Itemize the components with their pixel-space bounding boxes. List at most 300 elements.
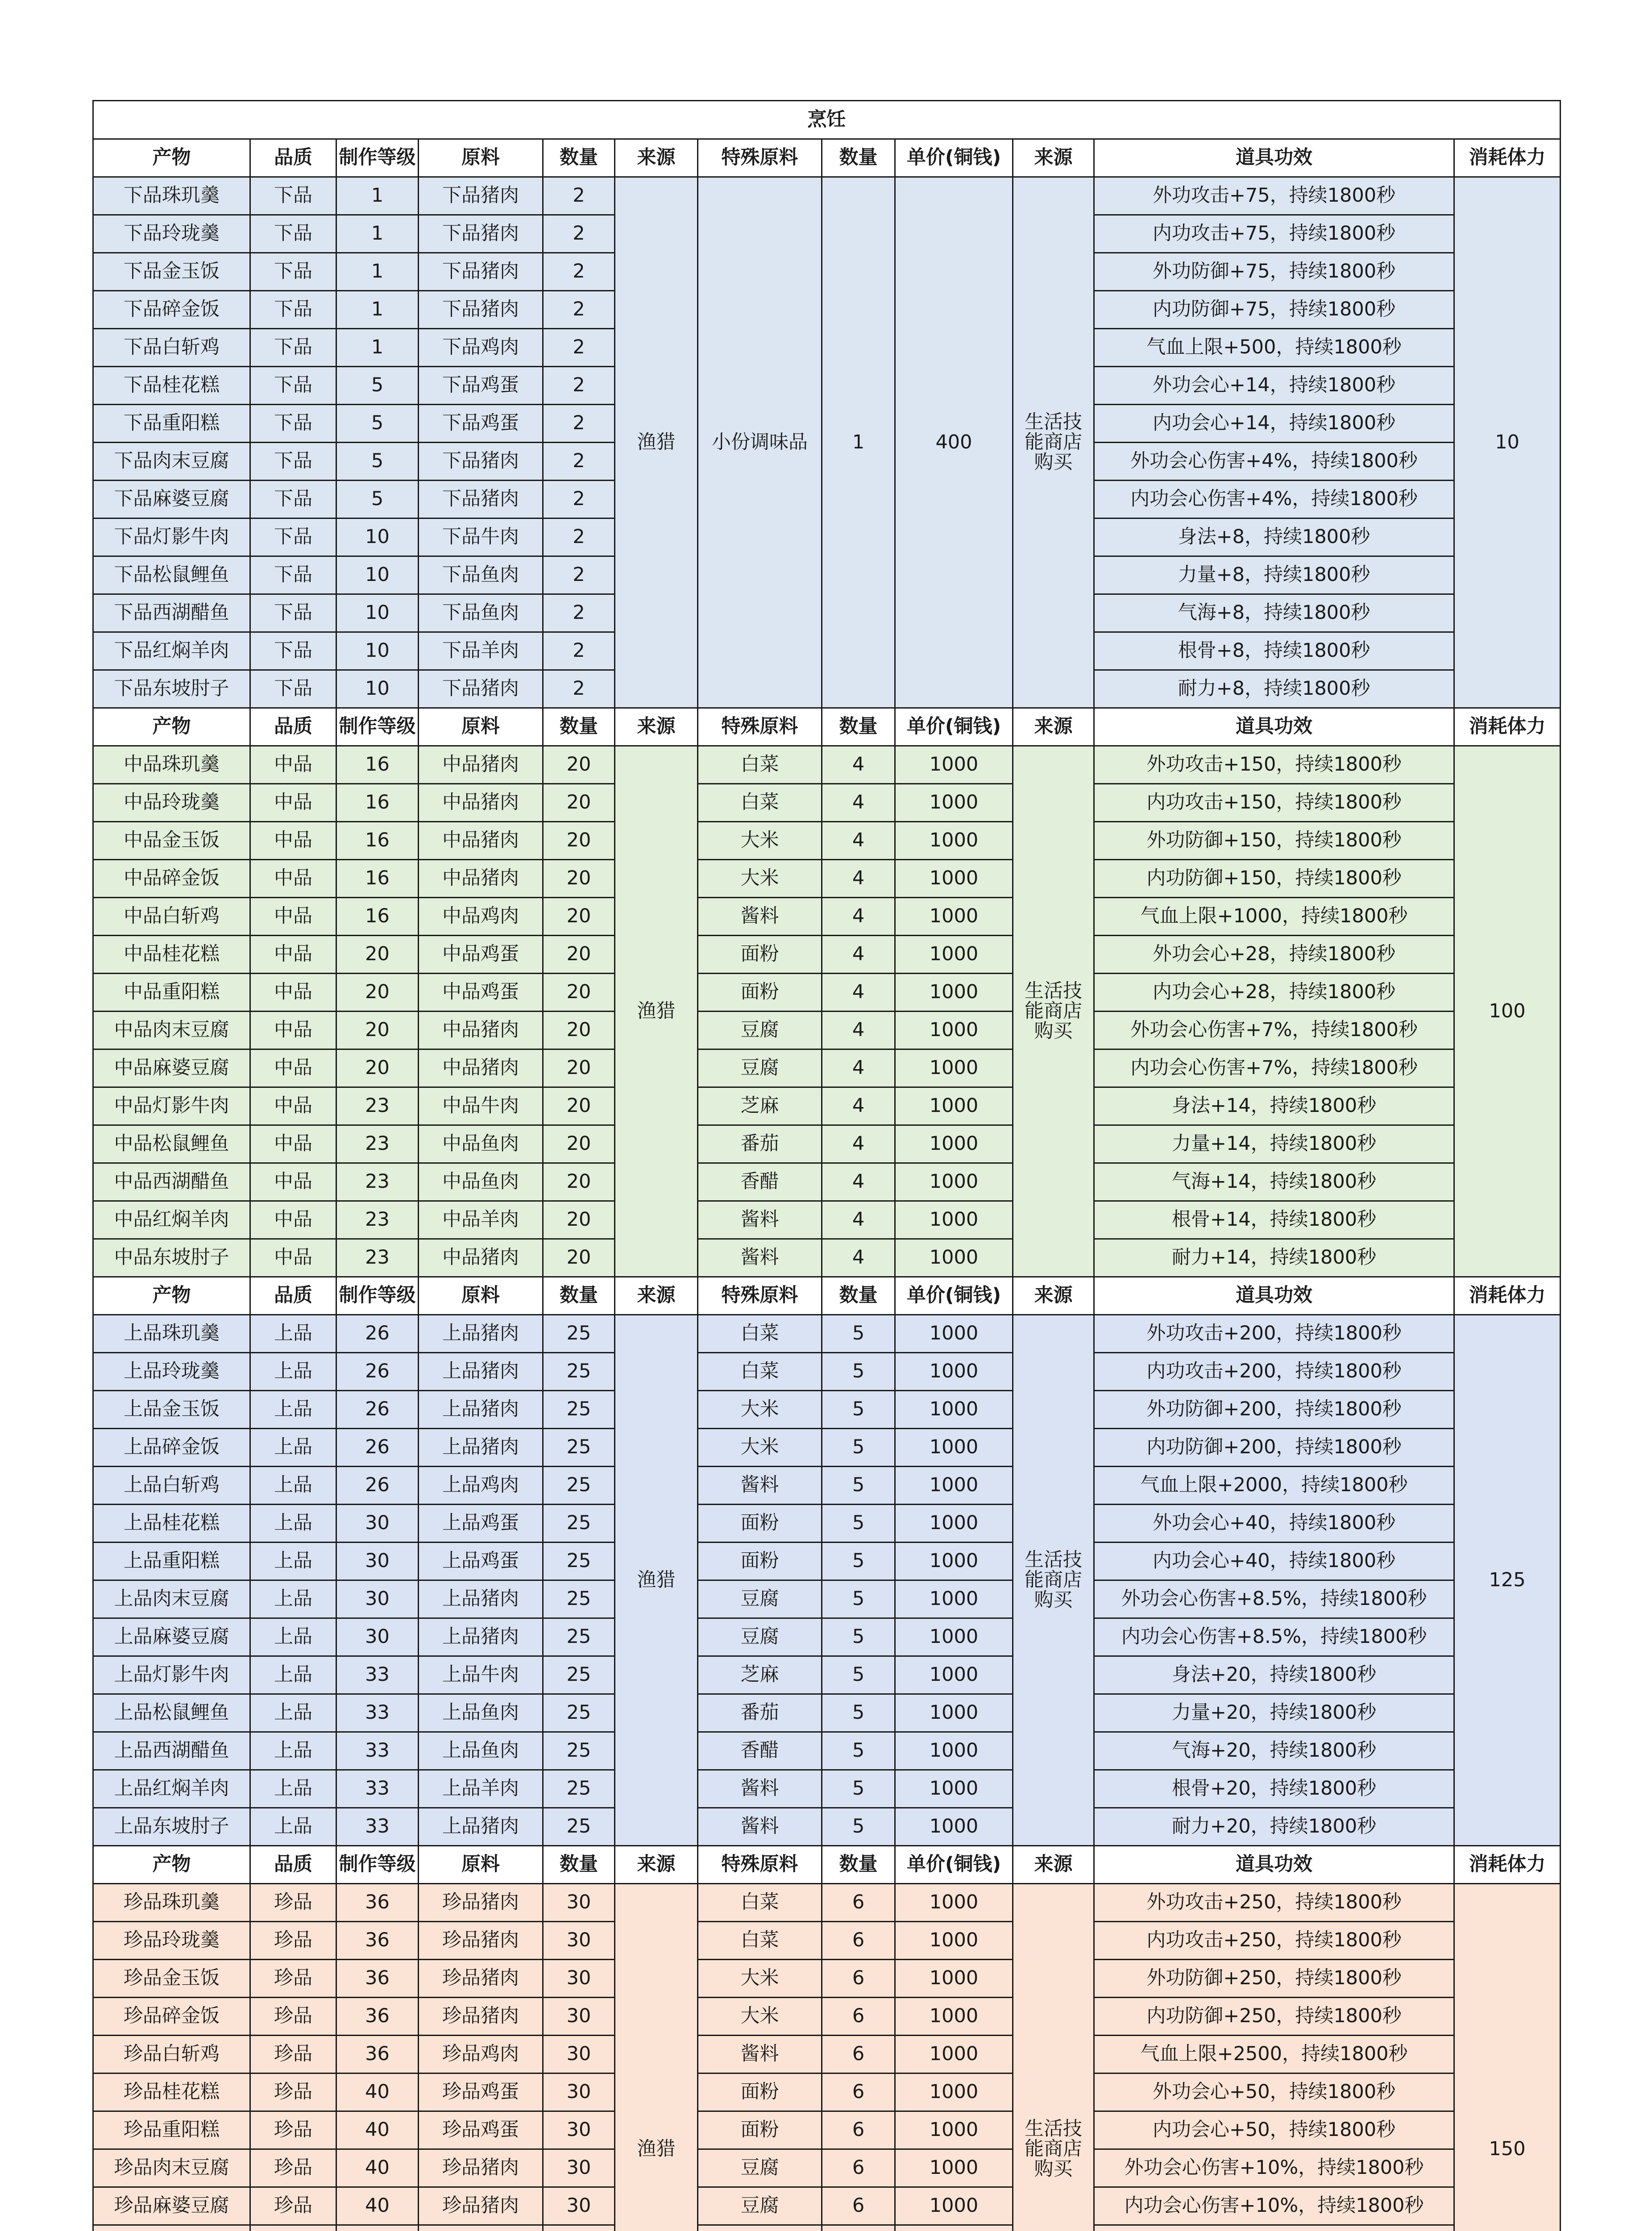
table-row xyxy=(93,898,1561,936)
cell-product: 上品玲珑羹 xyxy=(93,1353,250,1391)
cell-stamina: 150 xyxy=(1454,1884,1561,2231)
cell-special-qty: 4 xyxy=(822,822,895,860)
cell-ingredient-qty: 30 xyxy=(543,1922,615,1960)
cell-ingredient-qty: 25 xyxy=(543,1656,615,1694)
cell-ingredient: 中品猪肉 xyxy=(419,860,543,898)
cell-quality: 珍品 xyxy=(250,2036,336,2073)
cell-special-qty: 4 xyxy=(822,860,895,898)
cell-ingredient-qty: 25 xyxy=(543,1580,615,1618)
title-row xyxy=(93,101,1561,139)
cell-ingredient-qty: 20 xyxy=(543,1239,615,1277)
cell-product: 中品肉末豆腐 xyxy=(93,1012,250,1049)
cell-ingredient-qty: 25 xyxy=(543,1808,615,1846)
cell-special-ingredient: 番茄 xyxy=(698,1125,822,1163)
cell-special-qty: 5 xyxy=(822,1315,895,1353)
header-quality: 品质 xyxy=(250,139,336,177)
cell-ingredient-qty: 30 xyxy=(543,2187,615,2225)
cell-quality: 下品 xyxy=(250,518,336,556)
cell-special-qty: 5 xyxy=(822,1353,895,1391)
cell-ingredient-qty: 2 xyxy=(543,367,615,405)
cell-ingredient-qty: 30 xyxy=(543,2073,615,2111)
table-title: 烹饪 xyxy=(93,101,1561,139)
cell-special-source: 生活技能商店购买 xyxy=(1013,177,1094,708)
cell-product: 珍品麻婆豆腐 xyxy=(93,2187,250,2225)
cell-ingredient: 下品鸡蛋 xyxy=(419,367,543,405)
cell-special-qty: 5 xyxy=(822,1808,895,1846)
cell-quality: 下品 xyxy=(250,177,336,215)
cell-effect: 内功攻击+250，持续1800秒 xyxy=(1094,1922,1454,1960)
cell-special-qty: 4 xyxy=(822,1125,895,1163)
cell-special-ingredient: 豆腐 xyxy=(698,1618,822,1656)
cell-ingredient-qty: 2 xyxy=(543,518,615,556)
header-ingredient: 原料 xyxy=(419,139,543,177)
cell-quality: 中品 xyxy=(250,822,336,860)
cell-effect: 气海+14，持续1800秒 xyxy=(1094,1163,1454,1201)
cell-special-ingredient: 豆腐 xyxy=(698,1580,822,1618)
cell-ingredient: 下品鸡蛋 xyxy=(419,405,543,443)
cell-craft-level: 20 xyxy=(336,974,419,1012)
header-product: 产物 xyxy=(93,1277,250,1315)
cell-special-qty: 6 xyxy=(822,2187,895,2225)
cell-unit-price: 1000 xyxy=(895,1239,1013,1277)
cell-product: 下品珠玑羹 xyxy=(93,177,250,215)
cell-product: 下品肉末豆腐 xyxy=(93,443,250,481)
cell-special-ingredient: 酱料 xyxy=(698,1467,822,1505)
header-quality: 品质 xyxy=(250,708,336,746)
cell-quality: 中品 xyxy=(250,936,336,974)
cell-product: 上品重阳糕 xyxy=(93,1543,250,1580)
cell-product: 中品东坡肘子 xyxy=(93,1239,250,1277)
header-special-ingredient: 特殊原料 xyxy=(698,139,822,177)
header-special-ingredient: 特殊原料 xyxy=(698,1277,822,1315)
header-special-ingredient: 特殊原料 xyxy=(698,708,822,746)
cell-special-ingredient: 酱料 xyxy=(698,2036,822,2073)
cell-quality: 珍品 xyxy=(250,2111,336,2149)
cell-special-ingredient: 面粉 xyxy=(698,1543,822,1580)
table-row xyxy=(93,2111,1561,2149)
cell-effect: 内功防御+250，持续1800秒 xyxy=(1094,1998,1454,2036)
table-row xyxy=(93,1770,1561,1808)
cell-quality: 下品 xyxy=(250,215,336,253)
table-row xyxy=(93,2036,1561,2073)
cell-ingredient: 上品猪肉 xyxy=(419,1353,543,1391)
cell-craft-level: 36 xyxy=(336,1998,419,2036)
cell-ingredient: 珍品猪肉 xyxy=(419,1884,543,1922)
cell-craft-level: 16 xyxy=(336,746,419,784)
cell-special-ingredient: 大米 xyxy=(698,1429,822,1467)
cell-ingredient-qty: 25 xyxy=(543,1505,615,1543)
cell-unit-price: 1000 xyxy=(895,974,1013,1012)
cell-product: 上品金玉饭 xyxy=(93,1391,250,1429)
cell-product: 上品红焖羊肉 xyxy=(93,1770,250,1808)
cell-craft-level: 23 xyxy=(336,1201,419,1239)
cell-special-ingredient: 芝麻 xyxy=(698,1656,822,1694)
header-ingredient-source: 来源 xyxy=(615,1277,698,1315)
header-ingredient-qty: 数量 xyxy=(543,708,615,746)
cell-ingredient-qty: 20 xyxy=(543,1201,615,1239)
header-special-source: 来源 xyxy=(1013,1846,1094,1884)
cell-craft-level: 26 xyxy=(336,1429,419,1467)
cell-effect: 外功会心+14，持续1800秒 xyxy=(1094,367,1454,405)
cell-special-qty: 4 xyxy=(822,898,895,936)
header-ingredient-qty: 数量 xyxy=(543,139,615,177)
cell-effect: 气血上限+1000，持续1800秒 xyxy=(1094,898,1454,936)
cell-craft-level: 36 xyxy=(336,1960,419,1998)
cell-ingredient-qty: 25 xyxy=(543,1770,615,1808)
cell-product: 下品东坡肘子 xyxy=(93,670,250,708)
cell-ingredient-qty: 20 xyxy=(543,898,615,936)
cell-special-qty: 6 xyxy=(822,1884,895,1922)
cell-special-ingredient: 面粉 xyxy=(698,974,822,1012)
table-row xyxy=(93,1808,1561,1846)
cell-quality: 下品 xyxy=(250,253,336,291)
header-ingredient-qty: 数量 xyxy=(543,1277,615,1315)
cell-craft-level: 16 xyxy=(336,822,419,860)
cell-special-ingredient: 白菜 xyxy=(698,1884,822,1922)
cell-ingredient: 下品鱼肉 xyxy=(419,556,543,594)
cell-special-qty: 4 xyxy=(822,1239,895,1277)
header-special-source: 来源 xyxy=(1013,708,1094,746)
cell-quality: 珍品 xyxy=(250,2149,336,2187)
cell-ingredient: 上品猪肉 xyxy=(419,1391,543,1429)
cell-craft-level: 26 xyxy=(336,1353,419,1391)
cell-special-ingredient: 香醋 xyxy=(698,1163,822,1201)
cell-quality: 中品 xyxy=(250,746,336,784)
cell-craft-level: 1 xyxy=(336,177,419,215)
cell-product: 珍品白斩鸡 xyxy=(93,2036,250,2073)
cell-special-qty: 5 xyxy=(822,1429,895,1467)
cell-special-ingredient: 大米 xyxy=(698,1960,822,1998)
cell-ingredient: 中品牛肉 xyxy=(419,1087,543,1125)
cell-ingredient: 下品猪肉 xyxy=(419,253,543,291)
cell-ingredient-qty: 20 xyxy=(543,746,615,784)
table-row xyxy=(93,1163,1561,1201)
cell-special-ingredient: 香醋 xyxy=(698,1732,822,1770)
header-ingredient-source: 来源 xyxy=(615,139,698,177)
cell-special-qty: 5 xyxy=(822,1505,895,1543)
cell-unit-price: 1000 xyxy=(895,1884,1013,1922)
cell-effect: 内功攻击+75，持续1800秒 xyxy=(1094,215,1454,253)
cell-effect: 内功防御+150，持续1800秒 xyxy=(1094,860,1454,898)
cell-product: 中品松鼠鲤鱼 xyxy=(93,1125,250,1163)
cell-product: 上品白斩鸡 xyxy=(93,1467,250,1505)
cell-effect: 身法+20，持续1800秒 xyxy=(1094,1656,1454,1694)
cell-ingredient-qty: 25 xyxy=(543,1391,615,1429)
cell-product: 上品灯影牛肉 xyxy=(93,1656,250,1694)
cell-ingredient-qty: 25 xyxy=(543,1429,615,1467)
cell-craft-level: 1 xyxy=(336,291,419,329)
cell-ingredient: 下品牛肉 xyxy=(419,518,543,556)
cell-quality: 上品 xyxy=(250,1315,336,1353)
header-craft-level: 制作等级 xyxy=(336,1277,419,1315)
header-stamina: 消耗体力 xyxy=(1454,708,1561,746)
table-row xyxy=(93,1239,1561,1277)
header-special-qty: 数量 xyxy=(822,708,895,746)
cell-quality: 上品 xyxy=(250,1656,336,1694)
cell-quality: 中品 xyxy=(250,1163,336,1201)
header-effect: 道具功效 xyxy=(1094,708,1454,746)
cell-special-ingredient: 豆腐 xyxy=(698,2187,822,2225)
cell-product: 珍品玲珑羹 xyxy=(93,1922,250,1960)
cell-ingredient: 珍品猪肉 xyxy=(419,2187,543,2225)
table-row xyxy=(93,1353,1561,1391)
cell-effect: 外功攻击+200，持续1800秒 xyxy=(1094,1315,1454,1353)
cell-ingredient: 中品猪肉 xyxy=(419,1012,543,1049)
cell-craft-level: 40 xyxy=(336,2073,419,2111)
cell-quality: 上品 xyxy=(250,1580,336,1618)
cell-unit-price: 1000 xyxy=(895,1505,1013,1543)
header-special-source: 来源 xyxy=(1013,139,1094,177)
table-row xyxy=(93,746,1561,784)
cell-ingredient-qty: 2 xyxy=(543,405,615,443)
cell-unit-price: 1000 xyxy=(895,936,1013,974)
cell-craft-level: 10 xyxy=(336,556,419,594)
cell-special-ingredient: 酱料 xyxy=(698,1808,822,1846)
cell-ingredient-qty: 30 xyxy=(543,1884,615,1922)
cell-quality: 珍品 xyxy=(250,2073,336,2111)
cell-special-qty: 6 xyxy=(822,1960,895,1998)
cell-craft-level: 40 xyxy=(336,2111,419,2149)
cell-special-ingredient: 面粉 xyxy=(698,2111,822,2149)
cell-product: 中品玲珑羹 xyxy=(93,784,250,822)
cell-craft-level: 1 xyxy=(336,329,419,367)
cell-effect: 外功会心+40，持续1800秒 xyxy=(1094,1505,1454,1543)
header-stamina: 消耗体力 xyxy=(1454,1846,1561,1884)
cell-ingredient-qty: 25 xyxy=(543,1694,615,1732)
cell-craft-level: 20 xyxy=(336,1012,419,1049)
cell-special-qty: 5 xyxy=(822,1694,895,1732)
cell-quality: 上品 xyxy=(250,1505,336,1543)
table-row xyxy=(93,1618,1561,1656)
cell-ingredient-source: 渔猎 xyxy=(615,177,698,708)
cell-craft-level: 10 xyxy=(336,670,419,708)
cell-craft-level: 26 xyxy=(336,1315,419,1353)
cell-ingredient: 中品鸡蛋 xyxy=(419,936,543,974)
cell-craft-level: 10 xyxy=(336,594,419,632)
cell-ingredient-qty: 2 xyxy=(543,253,615,291)
table-row xyxy=(93,974,1561,1012)
cell-quality: 上品 xyxy=(250,1467,336,1505)
cell-quality: 上品 xyxy=(250,1543,336,1580)
cell-special-source: 生活技能商店购买 xyxy=(1013,1884,1094,2231)
cell-craft-level: 33 xyxy=(336,1770,419,1808)
cell-special-qty: 5 xyxy=(822,1732,895,1770)
cell-craft-level: 5 xyxy=(336,481,419,518)
cell-craft-level: 23 xyxy=(336,1239,419,1277)
table-row xyxy=(93,1732,1561,1770)
cell-ingredient-qty: 2 xyxy=(543,481,615,518)
cell-effect: 外功会心+50，持续1800秒 xyxy=(1094,2073,1454,2111)
cell-unit-price: 1000 xyxy=(895,1694,1013,1732)
cell-effect: 身法+14，持续1800秒 xyxy=(1094,1087,1454,1125)
cell-quality: 中品 xyxy=(250,898,336,936)
cell-product: 下品碎金饭 xyxy=(93,291,250,329)
cell-quality: 中品 xyxy=(250,1049,336,1087)
cell-quality: 上品 xyxy=(250,1391,336,1429)
cell-craft-level: 36 xyxy=(336,2036,419,2073)
header-ingredient: 原料 xyxy=(419,1846,543,1884)
cell-unit-price: 1000 xyxy=(895,2036,1013,2073)
header-special-qty: 数量 xyxy=(822,139,895,177)
cell-effect: 外功防御+75，持续1800秒 xyxy=(1094,253,1454,291)
cell-product: 上品珠玑羹 xyxy=(93,1315,250,1353)
cell-quality: 中品 xyxy=(250,1012,336,1049)
cell-ingredient-qty: 20 xyxy=(543,974,615,1012)
cell-quality: 中品 xyxy=(250,1201,336,1239)
cell-special-ingredient: 白菜 xyxy=(698,1353,822,1391)
header-row xyxy=(93,708,1561,746)
cell-quality: 下品 xyxy=(250,670,336,708)
cell-product: 中品西湖醋鱼 xyxy=(93,1163,250,1201)
cell-special-qty: 4 xyxy=(822,784,895,822)
cell-product: 中品重阳糕 xyxy=(93,974,250,1012)
cell-effect: 外功会心伤害+7%，持续1800秒 xyxy=(1094,1012,1454,1049)
cell-ingredient-qty: 2 xyxy=(543,670,615,708)
cell-craft-level: 20 xyxy=(336,1049,419,1087)
cell-quality: 中品 xyxy=(250,1239,336,1277)
cell-quality: 下品 xyxy=(250,291,336,329)
cell-effect: 内功防御+200，持续1800秒 xyxy=(1094,1429,1454,1467)
cell-product: 中品红焖羊肉 xyxy=(93,1201,250,1239)
cell-quality: 中品 xyxy=(250,784,336,822)
cell-special-qty: 1 xyxy=(822,177,895,708)
cell-ingredient-qty: 2 xyxy=(543,443,615,481)
cell-effect: 气血上限+2000，持续1800秒 xyxy=(1094,1467,1454,1505)
cell-quality: 中品 xyxy=(250,860,336,898)
cell-effect: 外功防御+200，持续1800秒 xyxy=(1094,1391,1454,1429)
cell-special-qty: 5 xyxy=(822,1467,895,1505)
cell-ingredient-qty: 2 xyxy=(543,215,615,253)
cell-product: 上品西湖醋鱼 xyxy=(93,1732,250,1770)
cell-quality: 珍品 xyxy=(250,1884,336,1922)
cell-ingredient-qty: 25 xyxy=(543,1543,615,1580)
cell-ingredient: 上品鱼肉 xyxy=(419,1732,543,1770)
table-row xyxy=(93,1012,1561,1049)
cell-special-qty: 4 xyxy=(822,1012,895,1049)
cell-quality xyxy=(250,2225,336,2231)
cell-effect: 外功会心伤害+4%，持续1800秒 xyxy=(1094,443,1454,481)
cell-craft-level: 10 xyxy=(336,632,419,670)
header-effect: 道具功效 xyxy=(1094,1846,1454,1884)
header-quality: 品质 xyxy=(250,1277,336,1315)
cell-quality: 下品 xyxy=(250,481,336,518)
table-row xyxy=(93,1884,1561,1922)
cell-special-qty: 5 xyxy=(822,1391,895,1429)
table-row xyxy=(93,784,1561,822)
cell-quality: 下品 xyxy=(250,329,336,367)
cell-ingredient-qty: 30 xyxy=(543,1998,615,2036)
cell-product: 下品白斩鸡 xyxy=(93,329,250,367)
cell-product: 上品松鼠鲤鱼 xyxy=(93,1694,250,1732)
cell-effect: 内功会心伤害+7%，持续1800秒 xyxy=(1094,1049,1454,1087)
cell-ingredient: 珍品鸡肉 xyxy=(419,2036,543,2073)
cell-unit-price: 1000 xyxy=(895,1353,1013,1391)
cell-effect: 内功防御+75，持续1800秒 xyxy=(1094,291,1454,329)
table-row xyxy=(93,1505,1561,1543)
header-craft-level: 制作等级 xyxy=(336,139,419,177)
header-ingredient-source: 来源 xyxy=(615,1846,698,1884)
table-row xyxy=(93,1315,1561,1353)
cell-ingredient: 中品猪肉 xyxy=(419,1049,543,1087)
cell-ingredient-qty: 25 xyxy=(543,1467,615,1505)
cell-quality: 中品 xyxy=(250,974,336,1012)
cell-quality: 上品 xyxy=(250,1808,336,1846)
cell-special-ingredient: 白菜 xyxy=(698,746,822,784)
cell-effect: 内功会心伤害+10%，持续1800秒 xyxy=(1094,2187,1454,2225)
cell-ingredient: 上品鸡肉 xyxy=(419,1467,543,1505)
cell-product: 下品重阳糕 xyxy=(93,405,250,443)
header-unit-price: 单价(铜钱) xyxy=(895,1277,1013,1315)
cell-unit-price: 1000 xyxy=(895,1125,1013,1163)
cell-special-ingredient: 豆腐 xyxy=(698,1012,822,1049)
cell-ingredient-qty: 25 xyxy=(543,1315,615,1353)
table-row xyxy=(93,2073,1561,2111)
cell-special-qty: 5 xyxy=(822,1618,895,1656)
cell-ingredient-qty: 30 xyxy=(543,2111,615,2149)
cell-ingredient: 上品鱼肉 xyxy=(419,1694,543,1732)
cell-ingredient: 下品猪肉 xyxy=(419,177,543,215)
cell-ingredient-source: 渔猎 xyxy=(615,746,698,1277)
cell-product: 中品珠玑羹 xyxy=(93,746,250,784)
cell-special-qty: 4 xyxy=(822,1201,895,1239)
cooking-table xyxy=(92,100,1561,2231)
cell-ingredient: 中品猪肉 xyxy=(419,746,543,784)
header-unit-price: 单价(铜钱) xyxy=(895,139,1013,177)
cell-product: 下品桂花糕 xyxy=(93,367,250,405)
cell-special-qty: 4 xyxy=(822,1163,895,1201)
cell-effect: 外功防御+250，持续1800秒 xyxy=(1094,1960,1454,1998)
header-product: 产物 xyxy=(93,139,250,177)
cell-effect: 内功会心+40，持续1800秒 xyxy=(1094,1543,1454,1580)
cell-special-ingredient: 大米 xyxy=(698,1391,822,1429)
cell-quality: 珍品 xyxy=(250,1998,336,2036)
cell-effect: 外功攻击+75，持续1800秒 xyxy=(1094,177,1454,215)
cell-product: 中品碎金饭 xyxy=(93,860,250,898)
cell-ingredient: 下品猪肉 xyxy=(419,670,543,708)
cell-ingredient: 上品猪肉 xyxy=(419,1429,543,1467)
cell-special-qty: 6 xyxy=(822,1998,895,2036)
cell-product: 珍品桂花糕 xyxy=(93,2073,250,2111)
cell-craft-level: 16 xyxy=(336,784,419,822)
cell-ingredient: 中品猪肉 xyxy=(419,1239,543,1277)
cell-product: 珍品珠玑羹 xyxy=(93,1884,250,1922)
cell-effect: 内功会心+50，持续1800秒 xyxy=(1094,2111,1454,2149)
table-row xyxy=(93,1049,1561,1087)
cell-ingredient: 珍品猪肉 xyxy=(419,1998,543,2036)
cell-special-qty: 4 xyxy=(822,1049,895,1087)
header-ingredient-source: 来源 xyxy=(615,708,698,746)
cell-unit-price: 1000 xyxy=(895,1049,1013,1087)
cell-ingredient: 上品猪肉 xyxy=(419,1315,543,1353)
cell-craft-level: 10 xyxy=(336,518,419,556)
table-row xyxy=(93,1429,1561,1467)
cell-special-ingredient: 番茄 xyxy=(698,1694,822,1732)
cell-ingredient: 上品猪肉 xyxy=(419,1618,543,1656)
cell-special-qty: 6 xyxy=(822,1922,895,1960)
header-craft-level: 制作等级 xyxy=(336,708,419,746)
cell-unit-price: 1000 xyxy=(895,2187,1013,2225)
cell-craft-level: 33 xyxy=(336,1656,419,1694)
header-unit-price: 单价(铜钱) xyxy=(895,1846,1013,1884)
cell-quality: 上品 xyxy=(250,1694,336,1732)
cell-product: 下品玲珑羹 xyxy=(93,215,250,253)
cell-ingredient: 中品鱼肉 xyxy=(419,1163,543,1201)
cell-unit-price: 1000 xyxy=(895,1315,1013,1353)
cell-ingredient-qty: 20 xyxy=(543,784,615,822)
table-row xyxy=(93,2225,1561,2231)
cell-effect: 内功会心+28，持续1800秒 xyxy=(1094,974,1454,1012)
cell-craft-level: 30 xyxy=(336,1543,419,1580)
